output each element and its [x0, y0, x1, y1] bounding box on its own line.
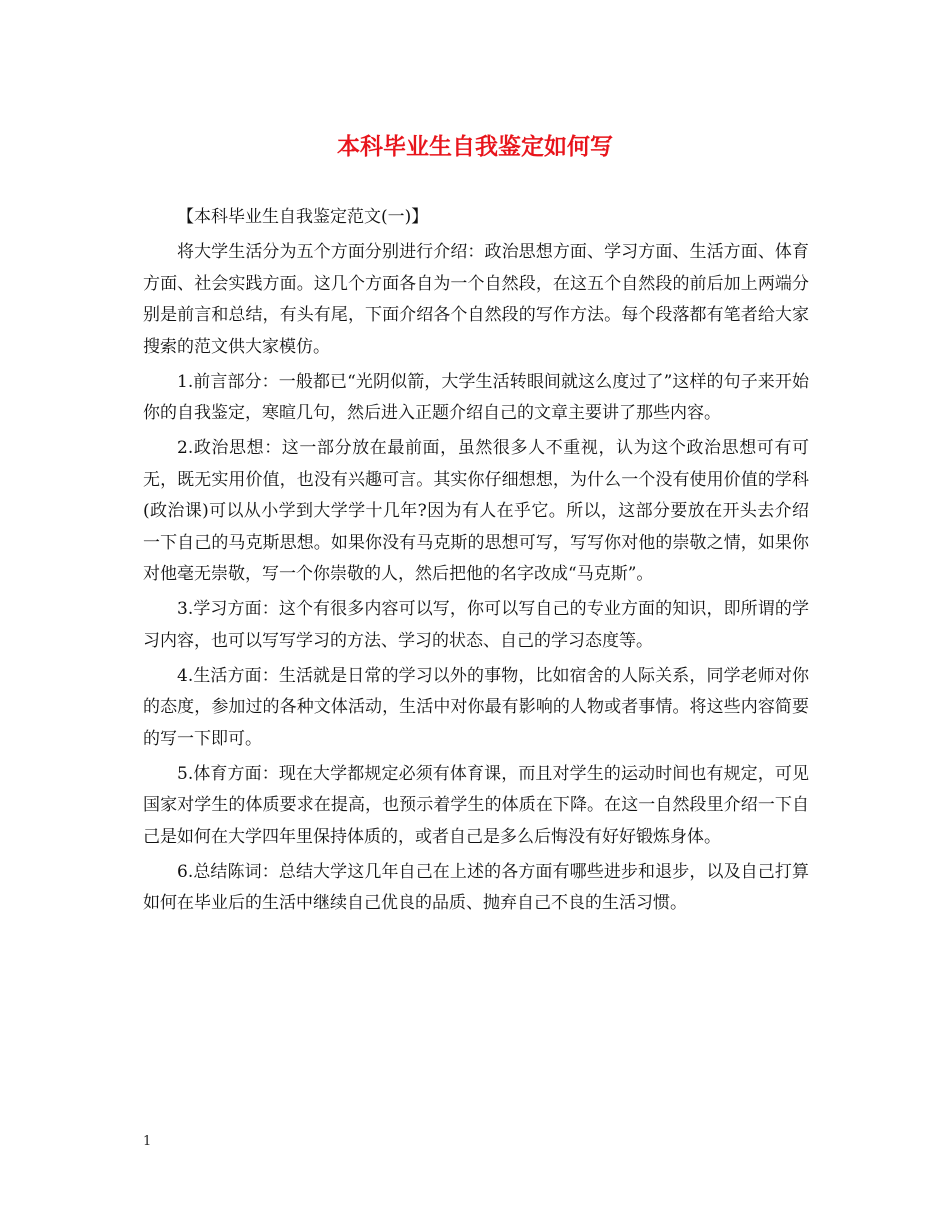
- paragraph-life: 4.生活方面：生活就是日常的学习以外的事物，比如宿舍的人际关系，同学老师对你的态度，参加过的各种文体活动，生活中对你最有影响的人物或者事情。将这些内容简要的写一下即可。: [143, 665, 809, 749]
- paragraph-politics: 2.政治思想：这一部分放在最前面，虽然很多人不重视，认为这个政治思想可有可无，既无实用价值，也没有兴趣可言。其实你仔细想想，为什么一个没有使用价值的学科(政治课)可以从小学到大学学十几年?因为有人在乎它。所以，这部分要放在开头去介绍一下自己的马克斯思想。如果你没有马克斯的思想可写，写写你对他的崇敬之情，如果你对他毫无崇敬，写一个你崇敬的人，然后把他的名字改成“马克斯”。: [143, 438, 809, 584]
- page-title: 本科毕业生自我鉴定如何写: [337, 134, 613, 160]
- section-heading: 【本科毕业生自我鉴定范文(一)】: [177, 207, 429, 227]
- paragraph-preface: 1.前言部分：一般都已“光阴似箭，大学生活转眼间就这么度过了”这样的句子来开始你的自我鉴定，寒暄几句，然后进入正题介绍自己的文章主要讲了那些内容。: [143, 371, 809, 423]
- page-number: 1: [143, 1134, 152, 1149]
- paragraph-intro: 将大学生活分为五个方面分别进行介绍：政治思想方面、学习方面、生活方面、体育方面、社会实践方面。这几个方面各自为一个自然段，在这五个自然段的前后加上两端分别是前言和总结，有头有尾，下面介绍各个自然段的写作方法。每个段落都有笔者给大家搜索的范文供大家模仿。: [143, 242, 809, 357]
- paragraph-study: 3.学习方面：这个有很多内容可以写，你可以写自己的专业方面的知识，即所谓的学习内容，也可以写写学习的方法、学习的状态、自己的学习态度等。: [143, 599, 809, 651]
- document-body: [143, 202, 809, 923]
- paragraph-sports: 5.体育方面：现在大学都规定必须有体育课，而且对学生的运动时间也有规定，可见国家对学生的体质要求在提高，也预示着学生的体质在下降。在这一自然段里介绍一下自己是如何在大学四年里保持体质的，或者自己是多么后悔没有好好锻炼身体。: [143, 763, 809, 847]
- paragraph-summary: 6.总结陈词：总结大学这几年自己在上述的各方面有哪些进步和退步，以及自己打算如何在毕业后的生活中继续自己优良的品质、抛弃自己不良的生活习惯。: [143, 861, 809, 913]
